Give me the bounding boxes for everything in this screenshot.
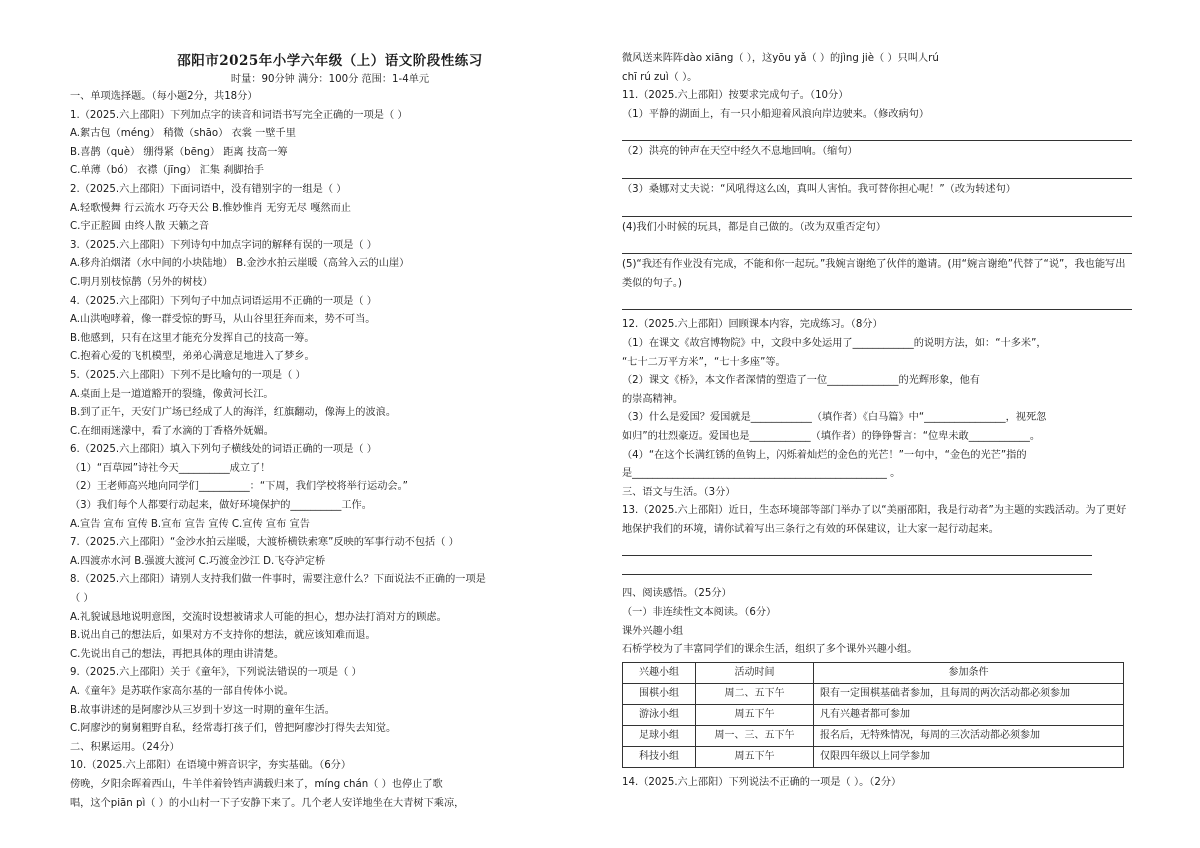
left-line-11: 4.（2025.六上邵阳）下列句子中加点词语运用不正确的一项是（ ） bbox=[70, 295, 377, 307]
left-line-15: 5.（2025.六上邵阳）下列不是比喻句的一项是（ ） bbox=[70, 369, 306, 381]
q11-4: (4)我们小时候的玩具，都是自己做的。（改为双重否定句） bbox=[622, 221, 887, 233]
left-line-27: （ ） bbox=[70, 593, 94, 605]
table-header-cell: 参加条件 bbox=[814, 662, 1124, 683]
left-line-25: A.四渡赤水河 B.强渡大渡河 C.巧渡金沙江 D.飞夺泸定桥 bbox=[70, 555, 326, 567]
q11-5: (5)“我还有作业没有完成，不能和你一起玩。”我婉言谢绝了伙伴的邀请。(用“婉言谢绝”代替了“说”，我也能写出类似的句子。) bbox=[622, 259, 1126, 289]
exam-info: 时量：90分钟 满分：100分 范围：1-4单元 bbox=[230, 74, 430, 85]
right-question-lines bbox=[622, 50, 1132, 124]
q12-line-4: 的崇高精神。 bbox=[622, 393, 684, 405]
answer-line bbox=[622, 539, 1092, 556]
left-line-3: B.喜鹊（què） 绷得紧（bēng） 距离 技高一筹 bbox=[70, 146, 288, 158]
left-line-1: 1.（2025.六上邵阳）下列加点字的读音和词语书写完全正确的一项是（ ） bbox=[70, 109, 408, 121]
table-row bbox=[623, 746, 1124, 767]
q12-line-0: 12.（2025.六上邵阳）回顾课本内容，完成练习。（8分） bbox=[622, 319, 883, 331]
table-row bbox=[623, 725, 1124, 746]
left-column bbox=[70, 50, 590, 813]
q12-line-8: 是__________________________________________________ 。 bbox=[622, 468, 901, 480]
answer-line bbox=[622, 200, 1132, 217]
answer-line bbox=[622, 293, 1132, 310]
answer-line bbox=[622, 558, 1092, 575]
answer-line bbox=[622, 124, 1132, 141]
q12-line-3: （2）课文《桥》，本文作者深情的塑造了一位______________的光辉形象，他有 bbox=[622, 375, 980, 387]
left-line-37: 傍晚，夕阳余晖着西山，牛羊伴着铃铛声满载归来了，míng chán（ ）也停止了歌 bbox=[70, 778, 443, 790]
left-line-31: 9.（2025.六上邵阳）关于《童年》，下列说法错误的一项是（ ） bbox=[70, 667, 362, 679]
q13: 13.（2025.六上邵阳）近日，生态环境部等部门举办了以“美丽邵阳，我是行动者”为主题的实践活动。为了更好地保护我们的环境，请你试着写出三条行之有效的环保建议，让大家一起行动起来。 bbox=[622, 505, 1127, 535]
left-line-29: B.说出自己的想法后，如果对方不支持你的想法，就应该知难而退。 bbox=[70, 630, 376, 642]
q11-3: （3）桑娜对丈夫说：“风吼得这么凶，真叫人害怕。我可替你担心呢！”（改为转述句） bbox=[622, 183, 1016, 195]
left-line-5: 2.（2025.六上邵阳）下面词语中，没有错别字的一组是（ ） bbox=[70, 183, 347, 195]
left-line-9: A.移舟泊烟渚（水中间的小块陆地） B.金沙水拍云崖暖（高耸入云的山崖） bbox=[70, 258, 410, 270]
left-line-4: C.单薄（bó） 衣襟（jīng） 汇集 刹脚抬手 bbox=[70, 165, 264, 177]
table-header-row bbox=[623, 662, 1124, 683]
right-line-1: chī rú zuì（ ）。 bbox=[622, 71, 698, 83]
q11-2: （2）洪亮的钟声在天空中经久不息地回响。（缩句） bbox=[622, 146, 858, 158]
left-line-8: 3.（2025.六上邵阳）下列诗句中加点字词的解释有误的一项是（ ） bbox=[70, 239, 377, 251]
table-cell: 周二、五下午 bbox=[696, 683, 814, 704]
right-line-0: 微风送来阵阵dào xiāng（ ），这yōu yǎ（ ）的jìng jiè（ ）只叫人rú bbox=[622, 53, 939, 64]
left-line-14: C.抱着心爱的飞机模型，弟弟心满意足地进入了梦乡。 bbox=[70, 351, 315, 363]
section-4-line-2: 课外兴趣小组 bbox=[622, 625, 684, 637]
left-line-18: C.在细雨迷濛中，看了水滴的丁香格外妩媚。 bbox=[70, 425, 274, 437]
left-line-22: （3）我们每个人都要行动起来，做好环境保护的__________工作。 bbox=[70, 500, 372, 512]
interest-group-table bbox=[622, 662, 1124, 768]
left-line-30: C.先说出自己的想法，再把具体的理由讲清楚。 bbox=[70, 648, 285, 660]
table-header-cell: 活动时间 bbox=[696, 662, 814, 683]
q12-line-1: （1）在课文《故宫博物院》中，文段中多处运用了____________的说明方法，如：“十多米”， bbox=[622, 337, 1047, 349]
table-cell: 围棋小组 bbox=[623, 683, 696, 704]
left-line-33: B.故事讲述的是阿廖沙从三岁到十岁这一时期的童年生活。 bbox=[70, 704, 335, 716]
left-line-2: A.絮古包（méng） 稍微（shāo） 衣裳 一壁千里 bbox=[70, 128, 296, 140]
left-line-32: A.《童年》是苏联作家高尔基的一部自传体小说。 bbox=[70, 686, 294, 697]
table-cell: 周五下午 bbox=[696, 704, 814, 725]
right-line-3: （1）平静的湖面上，有一只小船迎着风浪向岸边驶来。（修改病句） bbox=[622, 108, 930, 120]
answer-line bbox=[622, 162, 1132, 179]
section-4-lines bbox=[622, 585, 1132, 659]
left-line-24: 7.（2025.六上邵阳）“金沙水拍云崖暖，大渡桥横铁索寒”反映的军事行动不包括（ ） bbox=[70, 537, 459, 549]
left-line-12: A.山洪咆哮着，像一群受惊的野马，从山谷里狂奔而来，势不可当。 bbox=[70, 314, 376, 326]
left-line-34: C.阿廖沙的舅舅粗野自私，经常毒打孩子们，曾把阿廖沙打得失去知觉。 bbox=[70, 723, 397, 735]
left-line-20: （1）“百草园”诗社今天__________成立了！ bbox=[70, 462, 271, 474]
left-line-10: C.明月别枝惊鹊（另外的树枝） bbox=[70, 276, 213, 288]
table-cell: 限有一定围棋基础者参加，且每周的两次活动都必须参加 bbox=[814, 683, 1124, 704]
table-header-cell: 兴趣小组 bbox=[623, 662, 696, 683]
table-cell: 仅限四年级以上同学参加 bbox=[814, 746, 1124, 767]
table-cell: 周一、三、五下午 bbox=[696, 725, 814, 746]
left-line-36: 10.（2025.六上邵阳）在语境中辨音识字，夯实基础。（6分） bbox=[70, 760, 352, 772]
left-line-13: B.他感到，只有在这里才能充分发挥自己的技高一筹。 bbox=[70, 332, 315, 344]
right-column bbox=[622, 50, 1132, 792]
left-line-28: A.礼貌诚恳地说明意图，交流时设想被请求人可能的担心，想办法打消对方的顾虑。 bbox=[70, 611, 447, 623]
section-4-line-3: 石桥学校为了丰富同学们的课余生活，组织了多个课外兴趣小组。 bbox=[622, 644, 918, 656]
left-line-7: C.宇正腔圆 由终人散 天籁之音 bbox=[70, 221, 210, 233]
left-line-17: B.到了正午，天安门广场已经成了人的海洋，红旗翻动，像海上的波浪。 bbox=[70, 407, 397, 419]
q12-lines bbox=[622, 316, 1132, 483]
left-line-19: 6.（2025.六上邵阳）填入下列句子横线处的词语正确的一项是（ ） bbox=[70, 444, 377, 456]
page-title: 邵阳市2025年小学六年级（上）语文阶段性练习 bbox=[177, 53, 483, 69]
table-cell: 科技小组 bbox=[623, 746, 696, 767]
q12-line-6: 如归”的壮烈豪迈。爱国也是____________（填作者）的铮铮誓言：“位卑未敢____________。 bbox=[622, 430, 1041, 442]
left-line-26: 8.（2025.六上邵阳）请别人支持我们做一件事时，需要注意什么？下面说法不正确的一项是 bbox=[70, 574, 486, 586]
table-row bbox=[623, 704, 1124, 725]
table-cell: 周五下午 bbox=[696, 746, 814, 767]
left-line-23: A.宣告 宣布 宣传 B.宣布 宣告 宣传 C.宣传 宣布 宣告 bbox=[70, 518, 310, 530]
answer-line bbox=[622, 237, 1132, 254]
table-row bbox=[623, 683, 1124, 704]
left-line-21: （2）王老师高兴地向同学们__________：“下周，我们学校将举行运动会。” bbox=[70, 481, 408, 493]
q12-line-7: （4）“在这个长满红锈的鱼钩上，闪烁着灿烂的金色的光芒！”一句中，“金色的光芒”指的 bbox=[622, 449, 1027, 461]
left-line-0: 一、单项选择题。（每小题2分，共18分） bbox=[70, 91, 258, 102]
q12-line-2: “七十二万平方米”，“七十多座”等。 bbox=[622, 356, 786, 368]
q14: 14.（2025.六上邵阳）下列说法不正确的一项是（ ）。（2分） bbox=[622, 776, 902, 788]
section-4-line-1: （一）非连续性文本阅读。（6分） bbox=[622, 607, 777, 619]
section-3-heading: 三、语文与生活。（3分） bbox=[622, 486, 736, 498]
section-4-line-0: 四、阅读感悟。（25分） bbox=[622, 588, 732, 600]
q12-line-5: （3）什么是爱国？爱国就是____________（填作者）《白马篇》中“________________，视死忽 bbox=[622, 412, 1047, 424]
table-cell: 报名后，无特殊情况，每周的三次活动都必须参加 bbox=[814, 725, 1124, 746]
left-question-lines bbox=[70, 88, 590, 813]
left-line-16: A.桌面上是一道道豁开的裂缝，像黄河长江。 bbox=[70, 388, 274, 400]
left-line-6: A.轻歌慢舞 行云流水 巧夺天公 B.惟妙惟肖 无穷无尽 嘎然而止 bbox=[70, 202, 351, 214]
left-line-35: 二、积累运用。（24分） bbox=[70, 741, 180, 753]
table-cell: 足球小组 bbox=[623, 725, 696, 746]
table-body bbox=[623, 683, 1124, 767]
left-line-38: 唱，这个piān pì（ ）的小山村一下子安静下来了。几个老人安详地坐在大青树下乘凉， bbox=[70, 797, 465, 809]
right-line-2: 11.（2025.六上邵阳）按要求完成句子。（10分） bbox=[622, 90, 849, 102]
table-cell: 游泳小组 bbox=[623, 704, 696, 725]
table-cell: 凡有兴趣者都可参加 bbox=[814, 704, 1124, 725]
